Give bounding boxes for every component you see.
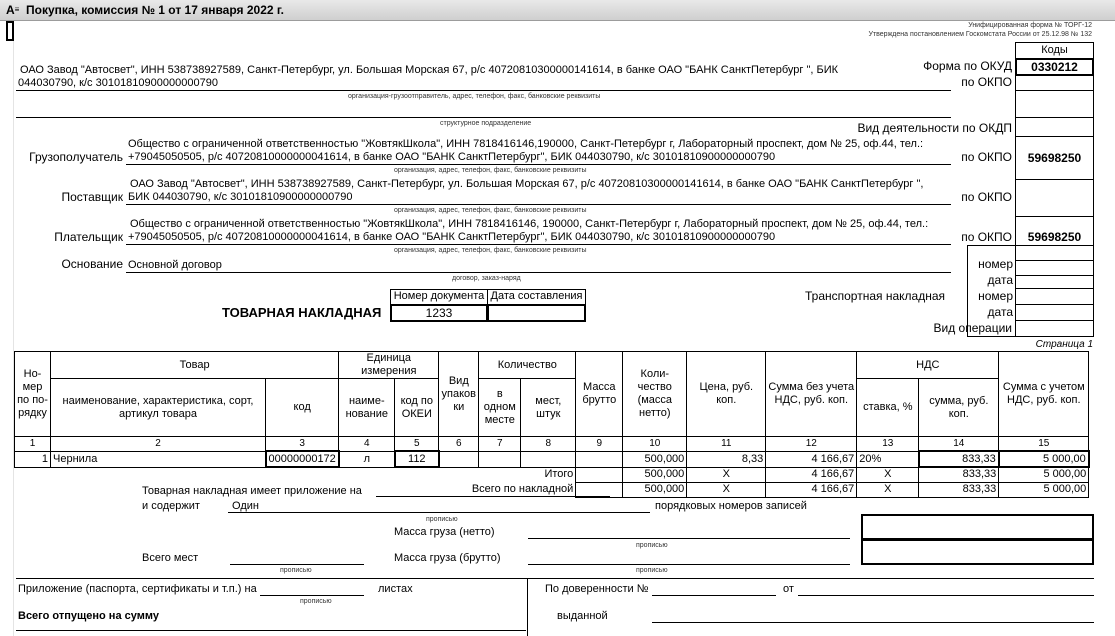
row-sum-novat: 4 166,67 xyxy=(766,451,857,467)
colnum-10: 10 xyxy=(623,437,687,452)
basis-date-code xyxy=(1015,260,1094,276)
row-qty: 500,000 xyxy=(623,451,687,467)
colnum-3: 3 xyxy=(266,437,339,452)
proxy-label: По доверенности № xyxy=(545,583,649,595)
th-vat-rate: ставка, % xyxy=(857,379,919,437)
colnum-5: 5 xyxy=(395,437,439,452)
row-num: 1 xyxy=(15,451,51,467)
grand-gross xyxy=(576,482,623,497)
contains-caption: прописью xyxy=(426,516,458,523)
okpo-label-shipper: по ОКПО xyxy=(961,75,1012,89)
th-unit: Единица измерения xyxy=(339,352,439,379)
colnum-4: 4 xyxy=(339,437,395,452)
basis-number-label: номер xyxy=(978,257,1013,271)
page-label: Страница 1 xyxy=(1035,339,1093,350)
row-sum-vat: 5 000,00 xyxy=(999,451,1089,467)
th-pack: Вид упаков ки xyxy=(439,352,479,437)
shipper-caption: организация-грузоотправитель, адрес, телефон, факс, банковские реквизиты xyxy=(348,93,601,100)
places-label: Всего мест xyxy=(142,552,199,564)
supplier-line1: ОАО Завод "Автосвет", ИНН 538738927589, Санкт-Петербург, ул. Большая Морская 67, р/с 40720810300000141614, в банке ОАО "БАНК СанктПетербург ", xyxy=(130,178,924,190)
goods-table xyxy=(14,351,1090,498)
th-gross: Масса брутто xyxy=(576,352,623,437)
row-vat-sum: 833,33 xyxy=(919,451,999,467)
total-sum-vat: 5 000,00 xyxy=(999,467,1089,482)
net-caption: прописью xyxy=(636,542,668,549)
net-weight-box xyxy=(861,514,1094,540)
blank-code xyxy=(1015,90,1094,118)
shipper-line1: ОАО Завод "Автосвет", ИНН 538738927589, Санкт-Петербург, ул. Большая Морская 67, р/с 40720810300000141614, в банке ОАО "БАНК СанктПетербург ", БИК xyxy=(20,64,839,76)
records-label: порядковых номеров записей xyxy=(655,500,807,512)
colnum-1: 1 xyxy=(15,437,51,452)
form-code-line1: Унифицированная форма № ТОРГ-12 xyxy=(968,22,1092,29)
places-caption: прописью xyxy=(280,567,312,574)
th-qty-one: в одном месте xyxy=(479,379,521,437)
th-sum-vat: Сумма с учетом НДС, руб. коп. xyxy=(999,352,1089,437)
row-gross xyxy=(576,451,623,467)
document-title: ТОВАРНАЯ НАКЛАДНАЯ xyxy=(222,305,382,320)
gross-caption: прописью xyxy=(636,567,668,574)
th-vat: НДС xyxy=(857,352,999,379)
th-num: Но-мер по по-рядку xyxy=(15,352,51,437)
grand-qty: 500,000 xyxy=(623,482,687,497)
sheets-label: листах xyxy=(378,583,413,595)
th-unit-okei: код по ОКЕИ xyxy=(395,379,439,437)
operation-type-label: Вид операции xyxy=(933,321,1012,335)
supplier-label: Поставщик xyxy=(61,190,123,204)
th-unit-name: наиме-нование xyxy=(339,379,395,437)
proxy-underline xyxy=(652,595,776,596)
doc-number-header: Номер документа xyxy=(390,289,488,305)
annex-caption: прописью xyxy=(300,598,332,605)
doc-number-value: 1233 xyxy=(390,304,488,322)
th-price: Цена, руб. коп. xyxy=(687,352,766,437)
attachment-underline xyxy=(376,496,610,497)
annex-label: Приложение (паспорта, сертификаты и т.п.) на xyxy=(18,583,257,595)
consignee-line2: +79045050505, р/с 40720810000000041614, в банке ОАО "БАНК СанктПетербург", БИК 044030790, к/с 30101810900000000790 xyxy=(128,151,776,163)
issued-label: выданной xyxy=(557,610,608,622)
total-price: X xyxy=(687,467,766,482)
subdivision-underline xyxy=(16,117,951,118)
transport-number-code xyxy=(1015,288,1094,305)
okdp-code xyxy=(1015,117,1094,137)
row-code: 00000000172 xyxy=(266,451,339,467)
total-vat-sum: 833,33 xyxy=(919,467,999,482)
basis-number-code xyxy=(1015,245,1094,261)
operation-type-code xyxy=(1015,320,1094,337)
from-label: от xyxy=(783,583,794,595)
colnum-12: 12 xyxy=(766,437,857,452)
row-pack xyxy=(439,451,479,467)
th-qty-places: мест, штук xyxy=(521,379,576,437)
row-places xyxy=(521,451,576,467)
consignee-underline xyxy=(126,164,951,165)
from-underline xyxy=(798,595,1094,596)
document-icon: A≡ xyxy=(6,3,20,17)
total-row xyxy=(15,467,1089,482)
grand-sum-vat: 5 000,00 xyxy=(999,482,1089,497)
colnum-9: 9 xyxy=(576,437,623,452)
shipper-line2: 044030790, к/с 30101810900000000790 xyxy=(18,77,218,89)
basis-caption: договор, заказ-наряд xyxy=(452,275,521,282)
th-goods-code: код xyxy=(266,379,339,437)
gross-weight-underline xyxy=(528,564,850,565)
basis-value: Основной договор xyxy=(128,259,222,271)
contains-value: Один xyxy=(232,500,259,512)
doc-date-header: Дата составления xyxy=(487,289,586,305)
grand-sum-novat: 4 166,67 xyxy=(766,482,857,497)
colnum-15: 15 xyxy=(999,437,1089,452)
codes-header: Коды xyxy=(1015,42,1094,59)
okpo-shipper-code xyxy=(1015,75,1094,91)
total-qty: 500,000 xyxy=(623,467,687,482)
total-vat-rate: X xyxy=(857,467,919,482)
colnum-11: 11 xyxy=(687,437,766,452)
grand-vat-sum: 833,33 xyxy=(919,482,999,497)
row-vat-rate: 20% xyxy=(857,451,919,467)
net-weight-underline xyxy=(528,538,850,539)
okpo-label-supplier: по ОКПО xyxy=(961,190,1012,204)
places-underline xyxy=(230,564,364,565)
shipper-underline xyxy=(16,90,951,91)
th-goods: Товар xyxy=(51,352,339,379)
row-name: Чернила xyxy=(51,451,266,467)
grand-vat-rate: X xyxy=(857,482,919,497)
basis-label: Основание xyxy=(61,257,123,271)
window-titlebar xyxy=(0,0,1115,21)
footer-divider xyxy=(16,578,1094,579)
okpo-consignee-code: 59698250 xyxy=(1015,136,1094,180)
left-gutter xyxy=(0,21,14,636)
okpo-label-consignee: по ОКПО xyxy=(961,150,1012,164)
cell-cursor[interactable] xyxy=(6,21,14,41)
colnum-13: 13 xyxy=(857,437,919,452)
okpo-payer-code: 59698250 xyxy=(1015,216,1094,246)
okdp-label: Вид деятельности по ОКДП xyxy=(857,121,1012,135)
colnum-14: 14 xyxy=(919,437,999,452)
subdivision-caption: структурное подразделение xyxy=(440,120,532,127)
th-qty: Количество xyxy=(479,352,576,379)
row-okei: 112 xyxy=(395,451,439,467)
net-weight-label: Масса груза (нетто) xyxy=(394,526,495,538)
transport-invoice-label: Транспортная накладная xyxy=(804,289,945,303)
th-sum-novat: Сумма без учета НДС, руб. коп. xyxy=(766,352,857,437)
total-gross xyxy=(576,467,623,482)
supplier-caption: организация, адрес, телефон, факс, банковские реквизиты xyxy=(394,207,587,214)
okud-label: Форма по ОКУД xyxy=(923,59,1012,73)
released-underline xyxy=(16,630,526,631)
row-unit: л xyxy=(339,451,395,467)
table-row xyxy=(15,451,1089,467)
annex-underline xyxy=(260,595,364,596)
th-vat-sum: сумма, руб. коп. xyxy=(919,379,999,437)
consignee-label: Грузополучатель xyxy=(29,150,123,164)
filler-code xyxy=(1015,275,1094,289)
released-label: Всего отпущено на сумму xyxy=(18,610,159,622)
transport-date-code xyxy=(1015,304,1094,321)
grand-price: X xyxy=(687,482,766,497)
transport-date-label: дата xyxy=(987,305,1013,319)
payer-caption: организация, адрес, телефон, факс, банковские реквизиты xyxy=(394,247,587,254)
payer-line2: +79045050505, р/с 40720810000000041614, в банке ОАО "БАНК СанктПетербург", БИК 044030790, к/с 30101810900000000790 xyxy=(128,231,776,243)
footer-vertical-divider xyxy=(527,579,528,636)
total-label: Итого xyxy=(521,467,576,482)
row-qty-one xyxy=(479,451,521,467)
attachment-text: Товарная накладная имеет приложение на xyxy=(142,485,362,497)
th-qty-net: Коли-чество (масса нетто) xyxy=(623,352,687,437)
colnum-7: 7 xyxy=(479,437,521,452)
transport-number-label: номер xyxy=(978,289,1013,303)
total-sum-novat: 4 166,67 xyxy=(766,467,857,482)
payer-label: Плательщик xyxy=(54,230,123,244)
colnum-2: 2 xyxy=(51,437,266,452)
okud-code: 0330212 xyxy=(1015,58,1094,76)
doc-date-value xyxy=(487,304,586,322)
payer-underline xyxy=(126,244,951,245)
supplier-underline xyxy=(126,204,951,205)
th-goods-name: наименование, характеристика, сорт, артикул товара xyxy=(51,379,266,437)
supplier-line2: БИК 044030790, к/с 30101810900000000790 xyxy=(128,191,353,203)
consignee-caption: организация, адрес, телефон, факс, банковские реквизиты xyxy=(394,167,587,174)
basis-date-label: дата xyxy=(987,273,1013,287)
okpo-supplier-code xyxy=(1015,179,1094,217)
colnum-6: 6 xyxy=(439,437,479,452)
colnum-8: 8 xyxy=(521,437,576,452)
window-title: Покупка, комиссия № 1 от 17 января 2022 г. xyxy=(26,3,285,17)
contains-underline xyxy=(228,512,650,513)
gross-weight-label: Масса груза (брутто) xyxy=(394,552,501,564)
contains-label: и содержит xyxy=(142,500,200,512)
form-code-line2: Утверждена постановлением Госкомстата России от 25.12.98 № 132 xyxy=(868,31,1092,38)
issued-underline xyxy=(652,622,1094,623)
payer-line1: Общество с ограниченной ответственностью "ЖовтякШкола", ИНН 7818416146, 190000, Санкт-Петербург г, Лабораторный проспект, дом № 25, оф.44, тел.: xyxy=(130,218,929,230)
okpo-label-payer: по ОКПО xyxy=(961,230,1012,244)
gross-weight-box xyxy=(861,539,1094,565)
grand-label: Всего по накладной xyxy=(439,482,576,497)
basis-underline xyxy=(126,272,951,273)
consignee-line1: Общество с ограниченной ответственностью "ЖовтякШкола", ИНН 7818416146,190000, Санкт-Петербург г, Лабораторный проспект, дом № 25, оф.44, тел.: xyxy=(128,138,924,150)
row-price: 8,33 xyxy=(687,451,766,467)
